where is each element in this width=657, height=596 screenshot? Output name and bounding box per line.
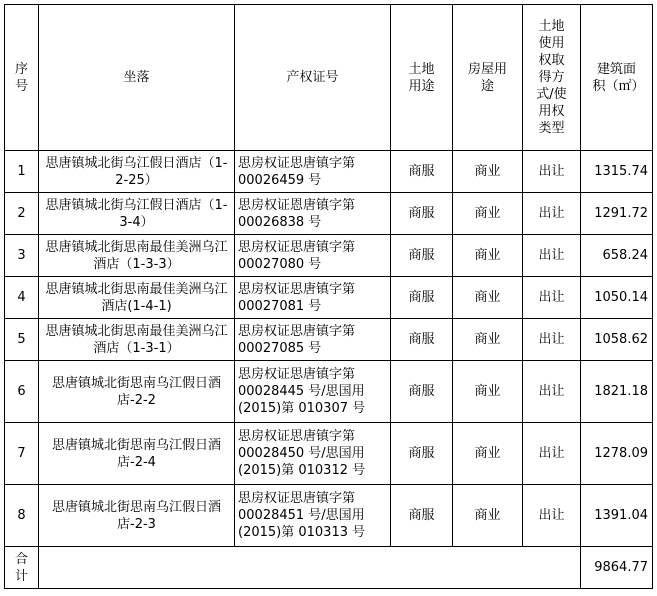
header-land-right: 土地使用权取得方式/使用权类型 (523, 5, 581, 151)
cell-seq: 5 (5, 319, 39, 361)
table-row (5, 193, 653, 235)
header-location: 坐落 (39, 5, 235, 151)
cell-location: 思唐镇城北街思南最佳美洲乌江酒店（1-3-1） (39, 319, 235, 361)
cell-area: 1821.18 (581, 361, 653, 423)
cell-land-use: 商服 (391, 319, 453, 361)
cell-seq: 7 (5, 423, 39, 485)
table-row (5, 319, 653, 361)
cell-location: 思唐镇城北街乌江假日酒店（1-2-25） (39, 151, 235, 193)
cell-land-right: 出让 (523, 361, 581, 423)
cell-land-use: 商服 (391, 193, 453, 235)
cell-cert: 思房权证思唐镇字第 00027080 号 (235, 235, 391, 277)
cell-land-use: 商服 (391, 423, 453, 485)
header-cert: 产权证号 (235, 5, 391, 151)
cell-area: 1050.14 (581, 277, 653, 319)
cell-house-use: 商业 (453, 277, 523, 319)
cell-location: 思唐镇城北街思南乌江假日酒店-2-3 (39, 485, 235, 547)
cell-area: 1315.74 (581, 151, 653, 193)
cell-house-use: 商业 (453, 193, 523, 235)
cell-seq: 8 (5, 485, 39, 547)
cell-cert: 思房权证思唐镇字第 00028450 号/思国用(2015)第 010312 号 (235, 423, 391, 485)
table-row (5, 277, 653, 319)
cell-seq: 1 (5, 151, 39, 193)
header-land-use: 土地用途 (391, 5, 453, 151)
cell-land-right: 出让 (523, 485, 581, 547)
cell-land-right: 出让 (523, 193, 581, 235)
cell-location: 思唐镇城北街思南乌江假日酒店-2-4 (39, 423, 235, 485)
table-header-row (5, 5, 653, 151)
cell-location: 思唐镇城北街思南最佳美洲乌江酒店(1-4-1) (39, 277, 235, 319)
table-row (5, 235, 653, 277)
cell-land-use: 商服 (391, 485, 453, 547)
table-row (5, 423, 653, 485)
cell-land-right: 出让 (523, 277, 581, 319)
property-table (4, 4, 653, 589)
header-house-use: 房屋用途 (453, 5, 523, 151)
cell-area: 1391.04 (581, 485, 653, 547)
cell-house-use: 商业 (453, 319, 523, 361)
cell-location: 思唐镇城北街思南乌江假日酒店-2-2 (39, 361, 235, 423)
cell-house-use: 商业 (453, 235, 523, 277)
document-page (4, 4, 652, 592)
table-row (5, 485, 653, 547)
cell-cert: 思房权证恩唐镇字第 00026838 号 (235, 193, 391, 235)
cell-cert: 思房权证思唐镇字第 00027085 号 (235, 319, 391, 361)
cell-seq: 6 (5, 361, 39, 423)
cell-area: 1291.72 (581, 193, 653, 235)
cell-area: 658.24 (581, 235, 653, 277)
cell-cert: 思房权证思唐镇字第 00026459 号 (235, 151, 391, 193)
header-area: 建筑面积（㎡） (581, 5, 653, 151)
total-row (5, 547, 653, 589)
cell-area: 1278.09 (581, 423, 653, 485)
table-row (5, 151, 653, 193)
cell-area: 1058.62 (581, 319, 653, 361)
cell-land-use: 商服 (391, 361, 453, 423)
cell-house-use: 商业 (453, 361, 523, 423)
total-empty-cell (39, 547, 581, 589)
cell-land-use: 商服 (391, 235, 453, 277)
cell-house-use: 商业 (453, 423, 523, 485)
cell-house-use: 商业 (453, 151, 523, 193)
header-seq: 序号 (5, 5, 39, 151)
cell-seq: 3 (5, 235, 39, 277)
cell-seq: 4 (5, 277, 39, 319)
cell-land-right: 出让 (523, 423, 581, 485)
cell-location: 思唐镇城北街思南最佳美洲乌江酒店（1-3-3） (39, 235, 235, 277)
cell-land-use: 商服 (391, 151, 453, 193)
cell-cert: 思房权证思唐镇字第 00028451 号/思国用(2015)第 010313 号 (235, 485, 391, 547)
cell-house-use: 商业 (453, 485, 523, 547)
cell-location: 思唐镇城北街乌江假日酒店（1-3-4） (39, 193, 235, 235)
cell-land-right: 出让 (523, 151, 581, 193)
cell-seq: 2 (5, 193, 39, 235)
cell-cert: 思房权证思唐镇字第 00028445 号/思国用(2015)第 010307 号 (235, 361, 391, 423)
cell-land-right: 出让 (523, 319, 581, 361)
cell-land-use: 商服 (391, 277, 453, 319)
cell-cert: 思房权证思唐镇字第 00027081 号 (235, 277, 391, 319)
cell-land-right: 出让 (523, 235, 581, 277)
table-row (5, 361, 653, 423)
total-label: 合计 (5, 547, 39, 589)
total-area: 9864.77 (581, 547, 653, 589)
